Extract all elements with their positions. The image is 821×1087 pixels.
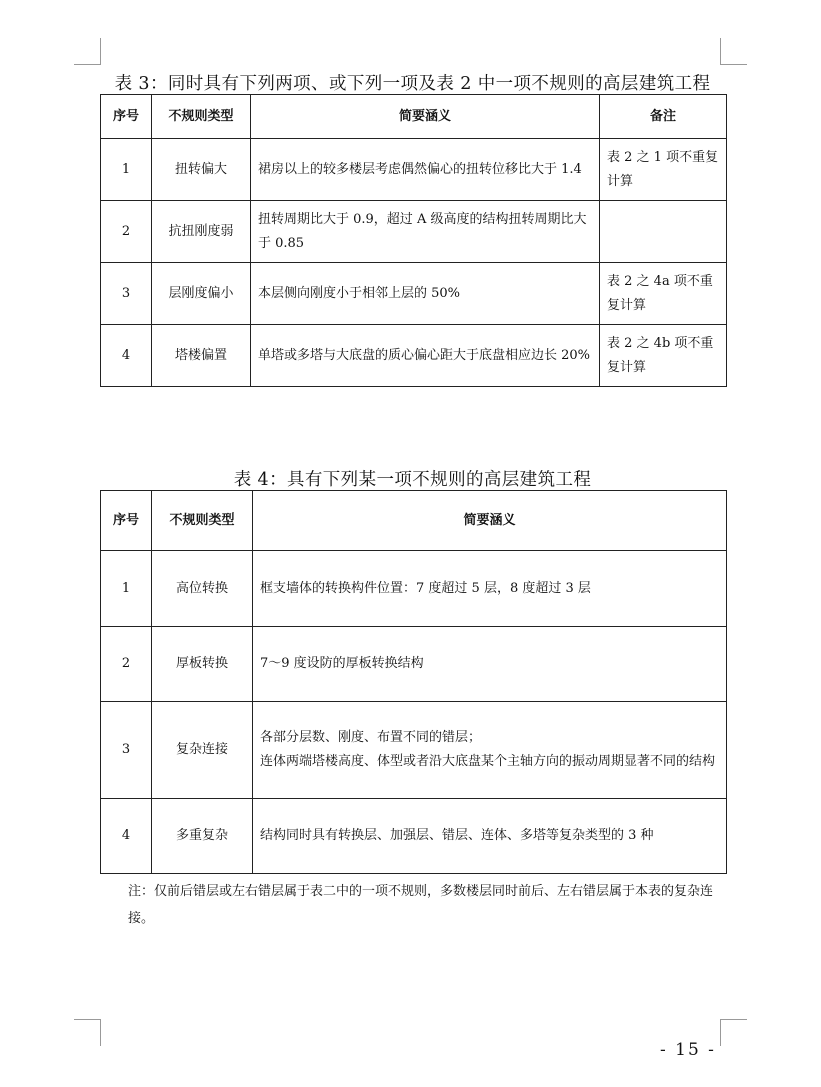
table4-header-type: 不规则类型	[152, 491, 253, 551]
table-row	[101, 201, 727, 263]
irregularity-description: 结构同时具有转换层、加强层、错层、连体、多塔等复杂类型的 3 种	[253, 799, 727, 874]
table3-header-no: 序号	[101, 95, 152, 139]
crop-mark-top-right	[720, 38, 747, 65]
table4	[100, 490, 727, 874]
row-remark: 表 2 之 1 项不重复计算	[600, 139, 727, 201]
table3-header-type: 不规则类型	[152, 95, 251, 139]
table-row	[101, 325, 727, 387]
table4-header-row	[101, 491, 727, 551]
row-number: 3	[101, 702, 152, 799]
table-row	[101, 799, 727, 874]
table-row	[101, 263, 727, 325]
table-row	[101, 139, 727, 201]
crop-mark-top-left	[74, 38, 101, 65]
row-number: 2	[101, 201, 152, 263]
table4-header-no: 序号	[101, 491, 152, 551]
table3-header-desc: 简要涵义	[251, 95, 600, 139]
irregularity-description: 裙房以上的较多楼层考虑偶然偏心的扭转位移比大于 1.4	[251, 139, 600, 201]
row-number: 2	[101, 627, 152, 702]
row-number: 1	[101, 551, 152, 627]
irregularity-type: 层刚度偏小	[152, 263, 251, 325]
table-row	[101, 702, 727, 799]
irregularity-type: 复杂连接	[152, 702, 253, 799]
irregularity-type: 厚板转换	[152, 627, 253, 702]
page-number: - 15 -	[660, 1040, 716, 1060]
row-number: 4	[101, 325, 152, 387]
crop-mark-bottom-left	[74, 1019, 101, 1046]
irregularity-description: 本层侧向刚度小于相邻上层的 50%	[251, 263, 600, 325]
table3-caption: 表 3：同时具有下列两项、或下列一项及表 2 中一项不规则的高层建筑工程	[114, 74, 711, 94]
row-remark: 表 2 之 4b 项不重复计算	[600, 325, 727, 387]
irregularity-description: 各部分层数、刚度、布置不同的错层； 连体两端塔楼高度、体型或者沿大底盘某个主轴方向的振动周期显著不同的结构	[253, 702, 727, 799]
table3-header-row	[101, 95, 727, 139]
table4-header-desc: 简要涵义	[253, 491, 727, 551]
row-remark: 表 2 之 4a 项不重复计算	[600, 263, 727, 325]
crop-mark-bottom-right	[720, 1019, 747, 1046]
irregularity-description: 单塔或多塔与大底盘的质心偏心距大于底盘相应边长 20%	[251, 325, 600, 387]
irregularity-type: 塔楼偏置	[152, 325, 251, 387]
footnote: 注：仅前后错层或左右错层属于表二中的一项不规则，多数楼层同时前后、左右错层属于本表的复杂连接。	[128, 884, 714, 926]
table3	[100, 94, 727, 387]
row-number: 1	[101, 139, 152, 201]
row-remark	[600, 201, 727, 263]
irregularity-description: 7～9 度设防的厚板转换结构	[253, 627, 727, 702]
table4-caption: 表 4：具有下列某一项不规则的高层建筑工程	[233, 470, 592, 490]
irregularity-description: 扭转周期比大于 0.9，超过 A 级高度的结构扭转周期比大于 0.85	[251, 201, 600, 263]
irregularity-type: 抗扭刚度弱	[152, 201, 251, 263]
irregularity-type: 扭转偏大	[152, 139, 251, 201]
table3-header-note: 备注	[600, 95, 727, 139]
table-row	[101, 551, 727, 627]
irregularity-type: 多重复杂	[152, 799, 253, 874]
irregularity-description: 框支墙体的转换构件位置：7 度超过 5 层，8 度超过 3 层	[253, 551, 727, 627]
row-number: 3	[101, 263, 152, 325]
irregularity-type: 高位转换	[152, 551, 253, 627]
row-number: 4	[101, 799, 152, 874]
table-row	[101, 627, 727, 702]
